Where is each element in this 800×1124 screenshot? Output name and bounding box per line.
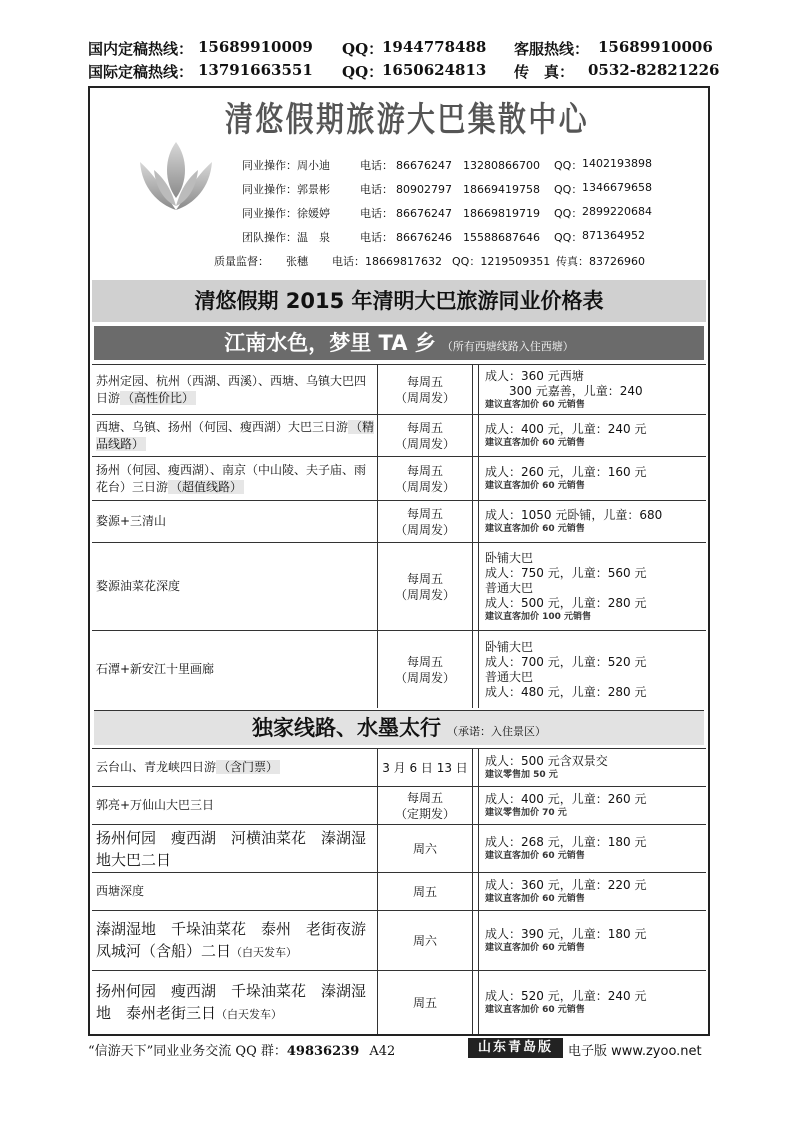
price-cell: [478, 825, 706, 872]
contact-qq: 2899220684: [582, 205, 652, 218]
route-name-cell: [92, 501, 375, 542]
price-table-title: 清悠假期 2015 年清明大巴旅游同业价格表: [92, 280, 706, 322]
fax-value: 0532-82821226: [588, 61, 720, 79]
contact-phones: 86676247 13280866700: [396, 159, 540, 172]
price-line: 卧铺大巴: [485, 639, 534, 654]
table-row: [92, 456, 706, 500]
route-name-cell: [92, 457, 375, 500]
page-number: A42: [369, 1044, 396, 1059]
schedule-line: 周六: [412, 933, 437, 948]
route-name-cell: [92, 543, 375, 630]
price-line: 卧铺大巴: [485, 550, 534, 565]
price-advice: 建议直客加价 100 元销售: [485, 611, 592, 622]
section-name: 江南水色，梦里 TA 乡: [224, 331, 436, 355]
domestic-phone: 15689910009: [198, 38, 313, 56]
qq-label: QQ：: [342, 40, 384, 58]
route-name: 郭亮+万仙山大巴三日: [96, 798, 215, 812]
section-name: 独家线路、水墨太行: [252, 716, 441, 740]
schedule-line: 周五: [412, 995, 437, 1010]
edition-badge: 山东青岛版: [468, 1038, 563, 1058]
route-tag: （白天发车）: [216, 1007, 283, 1021]
contact-role: 同业操作：周小迪: [242, 159, 330, 172]
qq-label: QQ：: [554, 159, 583, 172]
price-line: 成人：480 元，儿童：280 元: [485, 684, 647, 699]
footer-qq-group: [88, 1040, 395, 1059]
quality-label: 质量监督：: [214, 255, 269, 268]
price-line: 成人：1050 元卧铺，儿童：680: [485, 508, 663, 522]
price-line: 成人：390 元，儿童：180 元: [485, 927, 647, 941]
route-name-cell: [92, 911, 375, 970]
quality-name: 张穗: [286, 255, 308, 268]
contact-qq: 871364952: [582, 229, 645, 242]
schedule-cell: [377, 749, 473, 786]
schedule-line: （周周发）: [394, 587, 455, 602]
quality-fax: 传真：83726960: [556, 255, 645, 268]
price-cell: [478, 873, 706, 910]
route-name: 婺源+三清山: [96, 514, 167, 528]
footer-qq-text: “信游天下”同业业务交流 QQ 群：: [88, 1044, 287, 1059]
fax-label: 传 真：: [514, 63, 575, 81]
schedule-line: （周周发）: [394, 436, 455, 451]
table-row: [92, 786, 706, 824]
route-name-cell: [92, 631, 375, 708]
route-name: 扬州何园 瘦西湖 千垛油菜花 溱湖湿地 泰州老街三日: [96, 981, 367, 1022]
price-line: 普通大巴: [485, 669, 534, 684]
table-row: [92, 630, 706, 708]
schedule-line: 每周五: [406, 463, 443, 478]
price-advice: 建议直客加价 60 元销售: [485, 943, 585, 953]
contact-phones: 80902797 18669419758: [396, 183, 540, 196]
price-advice: 建议直客加价 60 元销售: [485, 438, 585, 448]
route-name: 石潭+新安江十里画廊: [96, 662, 215, 676]
phone-label: 电话：: [360, 159, 393, 172]
schedule-line: （周周发）: [394, 670, 455, 685]
section-header-taihang: [94, 710, 704, 745]
price-advice: 建议直客加价 60 元销售: [485, 481, 585, 491]
table-row: [92, 414, 706, 456]
schedule-line: （定期发）: [394, 806, 455, 821]
price-cell: [478, 631, 706, 708]
route-name: 云台山、青龙峡四日游: [96, 760, 217, 774]
service-phone: 15689910006: [598, 38, 713, 56]
footer-qq-number: 49836239: [286, 1044, 360, 1059]
footer-site: 电子版 www.zyoo.net: [568, 1044, 702, 1059]
route-name-cell: [92, 749, 375, 786]
route-name-cell: [92, 787, 375, 824]
price-line: 成人：750 元，儿童：560 元: [485, 565, 647, 580]
section-note: （所有西塘线路入住西塘）: [441, 340, 574, 353]
contact-qq: 1346679658: [582, 181, 652, 194]
price-cell: [478, 543, 706, 630]
section-note: （承诺：入住景区）: [447, 725, 546, 738]
table-row: [92, 910, 706, 970]
route-name: 溱湖湿地 千垛油菜花 泰州 老街夜游凤城河（含船）二日: [96, 919, 367, 960]
route-name-cell: [92, 971, 375, 1034]
price-cell: [478, 501, 706, 542]
price-cell: [478, 971, 706, 1034]
route-tag: （精品线路）: [96, 419, 375, 451]
company-name: 清悠假期旅游大巴集散中心: [225, 100, 590, 140]
route-name: 扬州何园 瘦西湖 河横油菜花 溱湖湿地大巴二日: [96, 828, 367, 869]
table-row: [92, 500, 706, 542]
price-cell: [478, 457, 706, 500]
route-tag: （白天发车）: [231, 945, 298, 959]
qq-label: QQ：: [554, 231, 583, 244]
quality-phone: 电话：18669817632: [332, 255, 442, 268]
price-line: 成人：268 元，儿童：180 元: [485, 835, 647, 849]
price-line: 成人：360 元，儿童：220 元: [485, 878, 647, 892]
route-tag: （含门票）: [218, 760, 279, 774]
route-name: 西塘深度: [96, 884, 145, 898]
price-cell: [478, 749, 706, 786]
route-name-cell: [92, 825, 375, 872]
schedule-line: 每周五: [406, 374, 443, 389]
route-name-cell: [92, 365, 375, 414]
contact-role: 同业操作：郭景彬: [242, 183, 330, 196]
qq-label: QQ：: [554, 183, 583, 196]
phone-label: 电话：: [360, 183, 393, 196]
price-line: 成人：500 元，儿童：280 元: [485, 595, 647, 610]
contact-role: 同业操作：徐媛婷: [242, 207, 330, 220]
route-name: 西塘、乌镇、扬州（何园、瘦西湖）大巴三日游: [96, 419, 349, 434]
route-name-cell: [92, 415, 375, 456]
schedule-line: 每周五: [406, 790, 443, 805]
contact-role: 团队操作：温 泉: [242, 231, 330, 244]
route-name: 婺源油菜花深度: [96, 579, 181, 593]
table-row: [92, 872, 706, 910]
price-advice: 建议直客加价 60 元销售: [485, 851, 585, 861]
price-cell: [478, 365, 706, 414]
price-line: 300 元嘉善，儿童：240: [485, 383, 643, 398]
schedule-cell: [377, 457, 473, 500]
schedule-line: 周六: [412, 841, 437, 856]
price-advice: 建议直客加价 60 元销售: [485, 399, 585, 410]
qq-label: QQ：: [342, 63, 384, 81]
domestic-label: 国内定稿热线：: [88, 40, 194, 58]
table-row: [92, 542, 706, 630]
section-header-jiangnan: [94, 326, 704, 360]
price-line: 成人：260 元，儿童：160 元: [485, 465, 647, 479]
price-cell: [478, 787, 706, 824]
route-name-cell: [92, 873, 375, 910]
contact-qq: 1402193898: [582, 157, 652, 170]
schedule-line: （周周发）: [394, 522, 455, 537]
route-tag: （高性价比）: [122, 390, 195, 405]
price-line: 成人：400 元，儿童：240 元: [485, 422, 647, 436]
route-tag: （超值线路）: [170, 479, 243, 494]
price-line: 成人：700 元，儿童：520 元: [485, 654, 647, 669]
schedule-line: 每周五: [406, 506, 443, 521]
price-cell: [478, 415, 706, 456]
schedule-line: 3 月 6 日 13 日: [382, 760, 468, 775]
phone-label: 电话：: [360, 207, 393, 220]
price-line: 成人：400 元，儿童：260 元: [485, 792, 647, 806]
intl-phone: 13791663551: [198, 61, 313, 79]
route-name: 扬州（何园、瘦西湖）、南京（中山陵、夫子庙、雨花台）三日游: [96, 462, 367, 494]
schedule-cell: [377, 365, 473, 414]
price-advice: 建议零售加 50 元: [485, 770, 558, 780]
qq-value: 1944778488: [382, 38, 487, 56]
schedule-cell: [377, 911, 473, 970]
schedule-cell: [377, 825, 473, 872]
qq-value: 1650624813: [382, 61, 487, 79]
contact-phones: 86676246 15588687646: [396, 231, 540, 244]
table-row: [92, 748, 706, 786]
schedule-line: （周周发）: [394, 479, 455, 494]
schedule-cell: [377, 971, 473, 1034]
schedule-cell: [377, 787, 473, 824]
schedule-line: 每周五: [406, 571, 443, 586]
price-line: 成人：500 元含双景交: [485, 754, 608, 768]
schedule-line: 每周五: [406, 420, 443, 435]
price-advice: 建议直客加价 60 元销售: [485, 1005, 585, 1015]
schedule-cell: [377, 543, 473, 630]
price-advice: 建议直客加价 60 元销售: [485, 524, 585, 534]
quality-qq: QQ：1219509351: [452, 255, 551, 268]
contact-phones: 86676247 18669819719: [396, 207, 540, 220]
phone-label: 电话：: [360, 231, 393, 244]
schedule-line: 周五: [412, 884, 437, 899]
price-advice: 建议直客加价 60 元销售: [485, 894, 585, 904]
schedule-cell: [377, 631, 473, 708]
schedule-cell: [377, 873, 473, 910]
lotus-logo-icon: [136, 140, 216, 216]
table-row: [92, 970, 706, 1034]
schedule-line: 每周五: [406, 654, 443, 669]
price-advice: 建议零售加价 70 元: [485, 808, 567, 818]
price-line: 普通大巴: [485, 580, 534, 595]
qq-label: QQ：: [554, 207, 583, 220]
intl-label: 国际定稿热线：: [88, 63, 194, 81]
route-name: 苏州定园、杭州（西湖、西溪）、西塘、乌镇大巴四日游: [96, 373, 367, 405]
price-line: 成人：520 元，儿童：240 元: [485, 989, 647, 1003]
service-label: 客服热线：: [514, 40, 590, 58]
table-row: [92, 824, 706, 872]
schedule-line: （周周发）: [394, 390, 455, 405]
price-line: 成人：360 元西塘: [485, 368, 584, 383]
price-cell: [478, 911, 706, 970]
schedule-cell: [377, 415, 473, 456]
table-row: [92, 364, 706, 414]
schedule-cell: [377, 501, 473, 542]
